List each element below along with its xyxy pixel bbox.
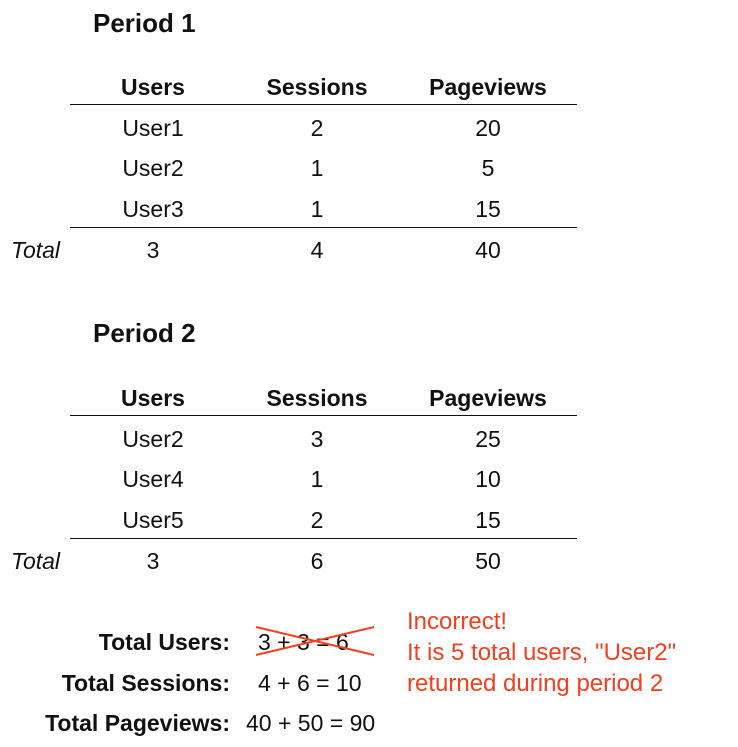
period-1-row-2-pageviews: 5 xyxy=(481,155,495,181)
period-1-total-sessions: 4 xyxy=(310,237,324,263)
period-1-total-rule xyxy=(70,227,577,228)
period-2-row-3-sessions: 2 xyxy=(310,507,324,533)
period-1-row-3-user: User3 xyxy=(122,196,184,222)
period-2-row-1-user: User2 xyxy=(122,426,184,452)
period-1-header-rule xyxy=(70,104,577,105)
period-2-total-sessions: 6 xyxy=(310,548,324,574)
period-1-header-users: Users xyxy=(121,74,185,100)
period-1-title: Period 1 xyxy=(93,8,196,38)
period-2-row-1-pageviews: 25 xyxy=(475,426,501,452)
period-2-row-1-sessions: 3 xyxy=(310,426,324,452)
period-1-row-2-user: User2 xyxy=(122,155,184,181)
period-2-total-users: 3 xyxy=(146,548,160,574)
period-2-total-rule xyxy=(70,538,577,539)
period-1-total-label: Total xyxy=(11,237,61,263)
correction-note-line-2: It is 5 total users, "User2" xyxy=(407,639,677,667)
correction-note-line-1: Incorrect! xyxy=(407,608,508,635)
period-2-row-2-user: User4 xyxy=(122,466,184,492)
summary-total-sessions-label: Total Sessions: xyxy=(61,670,230,696)
period-1-row-1-sessions: 2 xyxy=(310,115,324,141)
period-1-row-1-pageviews: 20 xyxy=(475,115,501,141)
period-2-total-pageviews: 50 xyxy=(475,548,501,574)
period-2-row-2-pageviews: 10 xyxy=(475,466,501,492)
period-1-total-pageviews: 40 xyxy=(475,237,501,263)
period-1-header-pageviews: Pageviews xyxy=(429,74,547,100)
period-2-header-users: Users xyxy=(121,385,185,411)
period-1-row-3-pageviews: 15 xyxy=(475,196,501,222)
period-2-header-sessions: Sessions xyxy=(266,385,368,411)
summary-total-users-label: Total Users: xyxy=(98,629,230,655)
summary-total-pageviews-label: Total Pageviews: xyxy=(45,710,230,736)
period-2-header-pageviews: Pageviews xyxy=(429,385,547,411)
summary-total-sessions-value: 4 + 6 = 10 xyxy=(258,670,362,696)
correction-note-line-3: returned during period 2 xyxy=(407,670,664,698)
period-1-row-2-sessions: 1 xyxy=(310,155,324,181)
period-2-title: Period 2 xyxy=(93,318,196,348)
period-2-row-3-pageviews: 15 xyxy=(475,507,501,533)
strikethrough-x-icon xyxy=(252,625,378,659)
period-2-header-rule xyxy=(70,415,577,416)
summary-total-users-value: 3 + 3 = 6 xyxy=(258,629,349,655)
summary-total-pageviews-value: 40 + 50 = 90 xyxy=(246,710,376,736)
correction-note xyxy=(407,606,676,700)
period-2-row-3-user: User5 xyxy=(122,507,184,533)
summary-total-users-value-wrap xyxy=(258,631,349,655)
period-2-row-2-sessions: 1 xyxy=(310,466,324,492)
period-1-row-3-sessions: 1 xyxy=(310,196,324,222)
period-1-row-1-user: User1 xyxy=(122,115,184,141)
period-1-total-users: 3 xyxy=(146,237,160,263)
period-1-header-sessions: Sessions xyxy=(266,74,368,100)
period-2-total-label: Total xyxy=(11,548,61,574)
